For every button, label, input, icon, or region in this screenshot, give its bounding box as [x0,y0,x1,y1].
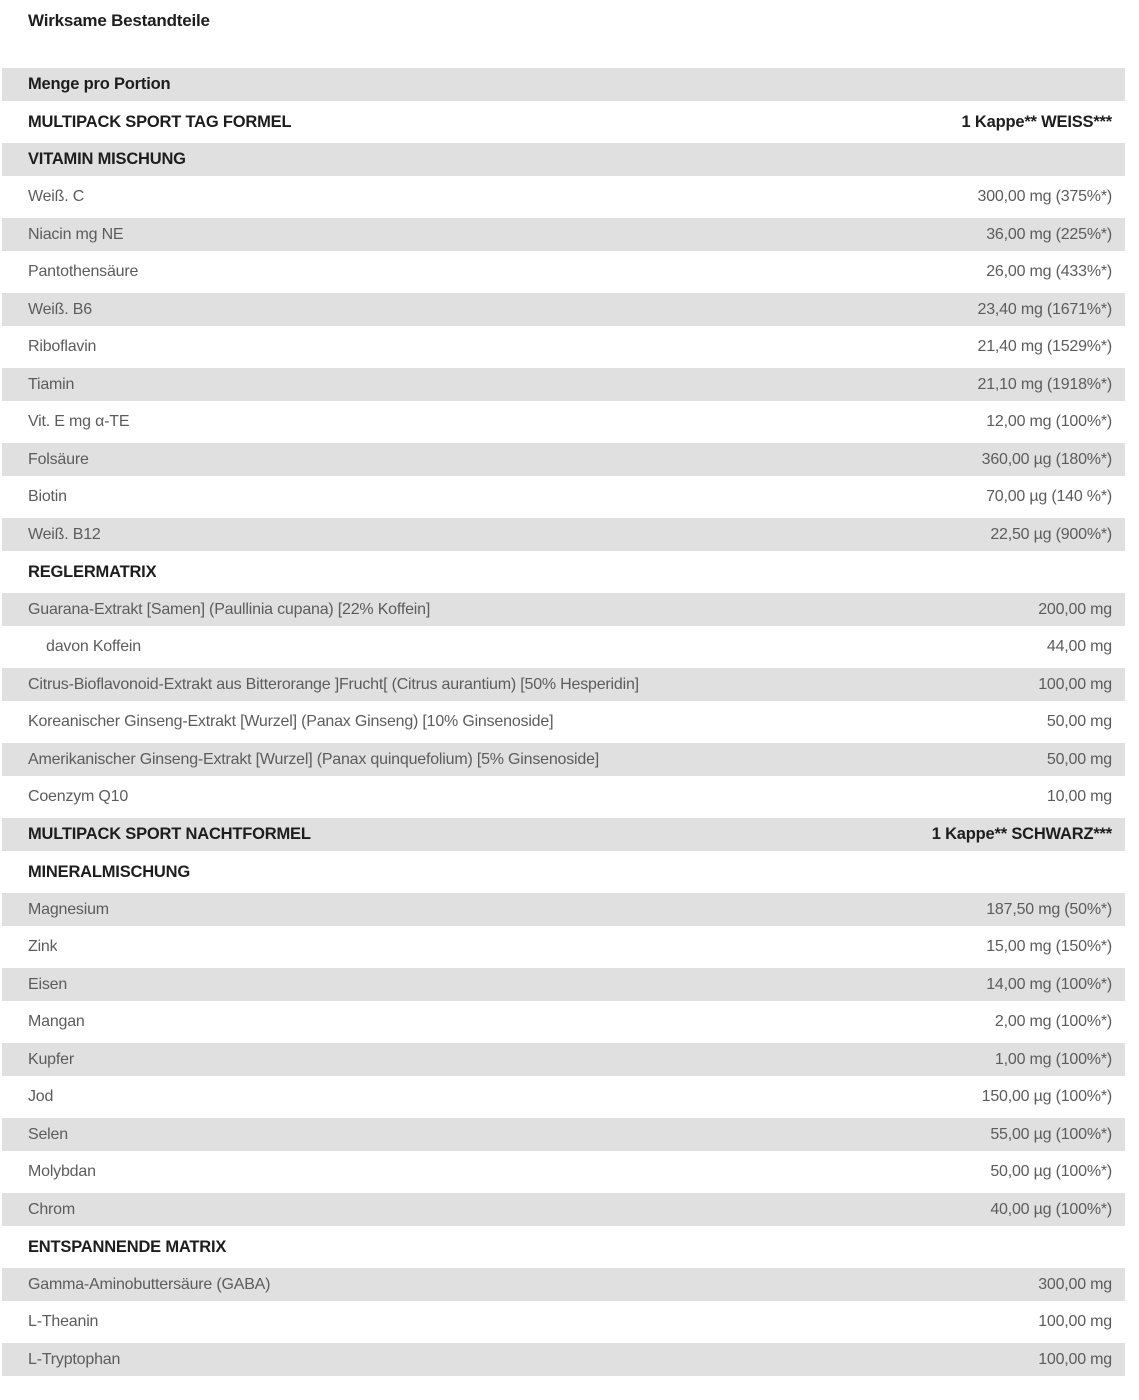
table-row [2,256,1125,289]
ingredient-label: Folsäure [28,450,89,468]
ingredient-label: Magnesium [28,900,109,918]
ingredient-value: 1,00 mg (100%*) [994,1050,1112,1068]
ingredient-label: Citrus-Bioflavonoid-Extrakt aus Bitterorange ]Frucht[ (Citrus aurantium) [50% Hesperidin] [28,675,639,693]
ingredient-label: Weiß. B6 [28,300,92,318]
ingredient-value: 300,00 mg [1038,1275,1112,1293]
table-row [2,631,1125,664]
ingredient-value: 15,00 mg (150%*) [986,938,1112,955]
ingredient-value: 21,10 mg (1918%*) [977,375,1112,393]
table-row [2,518,1125,551]
ingredient-value: 187,50 mg (50%*) [986,900,1112,918]
table-row [2,1193,1125,1226]
ingredient-label: MULTIPACK SPORT NACHTFORMEL [28,825,311,843]
table-row [2,293,1125,326]
ingredient-value: 150,00 µg (100%*) [981,1088,1112,1105]
ingredient-label: Zink [28,938,58,955]
page-title: Wirksame Bestandteile [28,11,210,30]
table-row [2,1006,1125,1039]
ingredient-value: 1 Kappe** SCHWARZ*** [931,825,1112,843]
table-row [2,931,1125,964]
table-row [2,893,1125,926]
table-row [2,368,1125,401]
ingredient-label: VITAMIN MISCHUNG [28,150,186,168]
ingredient-label: L-Theanin [28,1313,99,1330]
table-row [2,1081,1125,1114]
table-row [2,1118,1125,1151]
ingredient-label: Weiß. B12 [28,525,101,543]
ingredient-value: 21,40 mg (1529%*) [977,338,1112,355]
ingredient-label: davon Koffein [46,638,141,655]
table-row [2,406,1125,439]
ingredient-value: 2,00 mg (100%*) [994,1013,1112,1030]
table-row [2,1231,1125,1264]
ingredient-value: 23,40 mg (1671%*) [977,300,1112,318]
ingredient-label: Vit. E mg α-TE [28,413,130,430]
ingredient-value: 36,00 mg (225%*) [986,225,1112,243]
ingredient-value: 40,00 µg (100%*) [990,1200,1112,1218]
table-row [2,181,1125,214]
table-row [2,1156,1125,1189]
ingredient-label: ENTSPANNENDE MATRIX [28,1237,227,1256]
ingredient-label: REGLERMATRIX [28,562,157,581]
ingredient-value: 44,00 mg [1046,638,1112,655]
ingredient-label: Chrom [28,1200,76,1218]
ingredient-label: Selen [28,1125,68,1143]
ingredient-value: 50,00 µg (100%*) [990,1163,1112,1180]
ingredient-label: Riboflavin [28,338,97,355]
ingredient-label: Weiß. C [28,188,85,205]
table-row [2,1043,1125,1076]
table-row [2,106,1125,139]
ingredient-label: Pantothensäure [28,263,139,280]
table-row [2,668,1125,701]
table-row [2,143,1125,176]
ingredient-label: L-Tryptophan [28,1350,121,1368]
ingredient-value: 1 Kappe** WEISS*** [961,112,1112,131]
ingredient-label: Gamma-Aminobuttersäure (GABA) [28,1275,271,1293]
ingredient-label: Koreanischer Ginseng-Extrakt [Wurzel] (Panax Ginseng) [10% Ginsenoside] [28,713,554,730]
table-row [2,593,1125,626]
ingredient-label: Niacin mg NE [28,225,124,243]
ingredient-value: 100,00 mg [1038,675,1112,693]
ingredient-label: Molybdan [28,1163,96,1180]
ingredient-label: Amerikanischer Ginseng-Extrakt [Wurzel] (Panax quinquefolium) [5% Ginsenoside] [28,750,600,768]
table-row [2,781,1125,814]
table-row [2,331,1125,364]
table-row [2,706,1125,739]
table-row [2,1268,1125,1301]
ingredient-label: Mangan [28,1013,85,1030]
ingredient-value: 55,00 µg (100%*) [990,1125,1112,1143]
ingredient-value: 360,00 µg (180%*) [981,450,1112,468]
table-row [2,743,1125,776]
table-row [2,556,1125,589]
ingredient-value: 50,00 mg [1046,750,1112,768]
ingredient-label: Menge pro Portion [28,75,171,93]
table-row [2,968,1125,1001]
table-row [2,1343,1125,1376]
ingredient-value: 14,00 mg (100%*) [986,975,1112,993]
ingredient-value: 100,00 mg [1038,1350,1112,1368]
ingredient-label: MULTIPACK SPORT TAG FORMEL [28,112,292,131]
ingredient-value: 26,00 mg (433%*) [986,263,1112,280]
ingredient-label: Coenzym Q10 [28,788,129,805]
ingredient-value: 12,00 mg (100%*) [986,413,1112,430]
ingredient-value: 100,00 mg [1038,1313,1112,1330]
ingredient-value: 10,00 mg [1046,788,1112,805]
ingredient-value: 22,50 µg (900%*) [990,525,1112,543]
ingredient-label: Biotin [28,488,67,505]
table-row [2,481,1125,514]
ingredient-label: Kupfer [28,1050,74,1068]
ingredient-label: Guarana-Extrakt [Samen] (Paullinia cupana) [22% Koffein] [28,600,431,618]
table-row [2,68,1125,101]
table-row [2,218,1125,251]
ingredient-value: 70,00 µg (140 %*) [986,488,1112,505]
table-row [2,818,1125,851]
ingredient-label: Jod [28,1088,54,1105]
ingredient-label: Tiamin [28,375,75,393]
ingredient-label: Eisen [28,975,68,993]
table-row [2,1306,1125,1339]
ingredient-value: 300,00 mg (375%*) [977,188,1112,205]
table-row [2,443,1125,476]
ingredient-label: MINERALMISCHUNG [28,862,190,881]
table-row [2,856,1125,889]
ingredient-value: 50,00 mg [1046,713,1112,730]
ingredient-value: 200,00 mg [1038,600,1112,618]
ingredients-table [2,68,1125,1381]
